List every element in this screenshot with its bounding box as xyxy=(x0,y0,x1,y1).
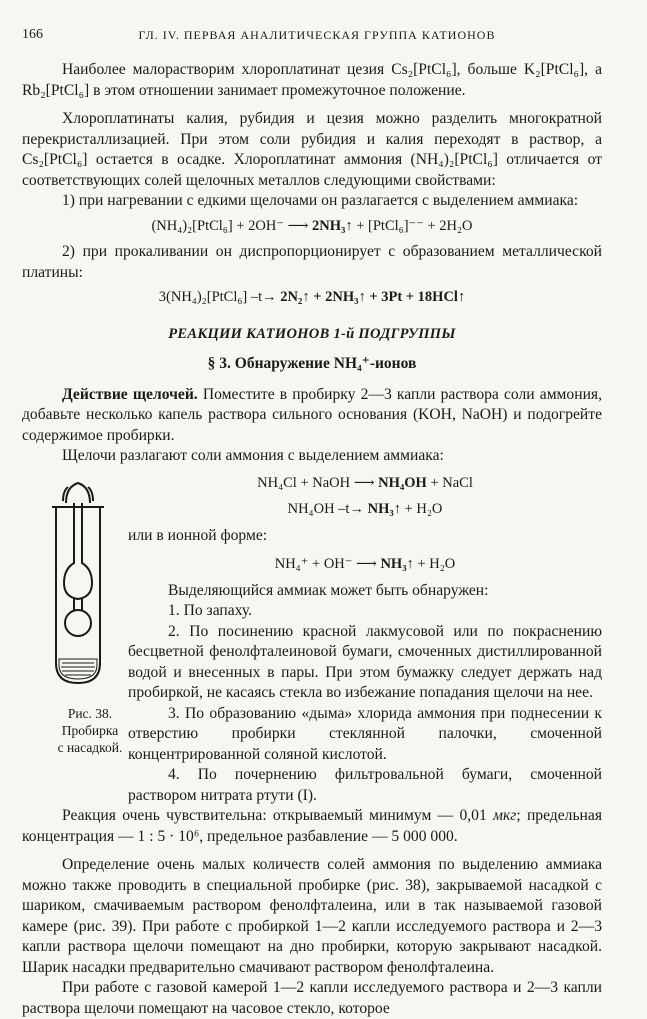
caption-line: с насадкой. xyxy=(57,739,123,755)
equation-product: NH₃↑ xyxy=(380,556,414,572)
equation-product: NH₄OH xyxy=(378,474,427,491)
paragraph: 1) при нагревании с едкими щелочами он разлагается с выделением аммиака: xyxy=(62,192,579,209)
equation-product: 2N₂↑ + 2NH₃↑ + 3Pt + 18HCl↑ xyxy=(280,289,466,305)
paragraph-heading: § 3. Обнаружение NH₄⁺-ионов xyxy=(207,355,417,372)
section-heading: РЕАКЦИИ КАТИОНОВ 1-й ПОДГРУППЫ xyxy=(168,325,456,342)
equation-part: 3(NH₄)₂[PtCl₆] –t→ xyxy=(158,289,281,305)
list-item: 2. По посинению красной лакмусовой или по покраснению бесцветной фенолфталеиновой бумаги, смоченных дистиллированной водой и внесенных в пары. При этом бумажку следует держать над пробиркой, не касаясь стекла во избежание попадания щелочи на нее. xyxy=(128,622,602,701)
paragraph: Определение очень малых количеств солей аммония по выделению аммиака можно также проводить в специальной пробирке (рис. 38), закрываемой насадкой с шариком, смачиваемым раствором фенолфталеина, или в так называемой газовой камере (рис. 39). При работе с пробиркой 1—2 капли исследуемого раствора и 2—3 капли раствора щелочи помещают на дно пробирки, которую закрывают насадкой. Шарик насадки предварительно смачивают раствором фенолфталеина. xyxy=(22,856,602,976)
equation xyxy=(128,554,602,575)
paragraph xyxy=(22,806,602,847)
page-number: 166 xyxy=(22,27,43,42)
equation-part: (NH₄)₂[PtCl₆] + 2OH⁻ ⟶ xyxy=(151,217,312,234)
running-title: ГЛ. IV. ПЕРВАЯ АНАЛИТИЧЕСКАЯ ГРУППА КАТИОНОВ xyxy=(138,28,496,42)
equation xyxy=(22,216,602,237)
equation xyxy=(128,473,602,494)
equation-part: NH₄⁺ + OH⁻ ⟶ xyxy=(274,556,381,572)
equation xyxy=(128,499,602,520)
equation-part: NH₄OH –t→ xyxy=(287,501,368,517)
equation-product: 2NH₃↑ xyxy=(312,217,353,234)
equation-part: NH₄Cl + NaOH ⟶ xyxy=(257,474,379,491)
caption-line: Пробирка xyxy=(61,722,119,738)
paragraph: Хлороплатинаты калия, рубидия и цезия можно разделить многократной перекристаллизацией. При этом соли рубидия и калия переходят в раствор, а Cs₂[PtCl₆] остается в осадке. Хлороплатинат аммония (NH₄)₂[PtCl₆] отличается от соответствующих солей щелочных металлов следующими свойствами: xyxy=(22,110,602,189)
unit-text: мкг xyxy=(493,807,517,824)
equation xyxy=(22,287,602,308)
list-item: 3. По образованию «дыма» хлорида аммония при поднесении к отверстию пробирки стеклянной палочки, смоченной концентрированной соляной кислотой. xyxy=(128,704,602,763)
figure-side-text xyxy=(128,473,602,807)
paragraph: или в ионной форме: xyxy=(128,526,268,544)
page-body xyxy=(22,60,602,1019)
equation-part: + NaCl xyxy=(426,474,473,491)
equation-part: + H₂O xyxy=(413,556,456,572)
paragraph xyxy=(22,385,602,447)
equation-product: NH₃↑ xyxy=(367,501,401,517)
paragraph-text: Реакция очень чувствительна: открываемый минимум — 0,01 xyxy=(62,807,494,824)
list-item: 4. По почернению фильтровальной бумаги, смоченной раствором нитрата ртути (I). xyxy=(128,766,602,804)
paragraph-text: Поместите в пробирку 2—3 капли раствора соли аммония, добавьте несколько капель раствора сильного основания (KOH, NaOH) и подогрейте содержимое пробирки. xyxy=(22,385,602,444)
figure-wrap-block xyxy=(22,473,602,807)
run-in-heading: Действие щелочей. xyxy=(62,385,198,403)
caption-line: Рис. 38. xyxy=(67,705,113,721)
paragraph-text: ; предельная концентрация — 1 : 5 · 10⁶, предельное разбавление — 5 000 000. xyxy=(22,807,602,845)
paragraph: При работе с газовой камерой 1—2 капли исследуемого раствора и 2—3 капли раствора щелочи помещают на часовое стекло, которое xyxy=(22,979,602,1017)
paragraph: Наиболее малорастворим хлороплатинат цезия Cs₂[PtCl₆], больше K₂[PtCl₆], а Rb₂[PtCl₆] в этом отношении занимает промежуточное положение. xyxy=(22,61,602,99)
equation-part: + [PtCl₆]⁻⁻ + 2H₂O xyxy=(352,217,473,234)
page-header xyxy=(22,25,612,45)
paragraph: 2) при прокаливании он диспропорционирует с образованием металлической платины: xyxy=(22,243,602,281)
paragraph: Выделяющийся аммиак может быть обнаружен: xyxy=(168,581,489,599)
test-tube-with-nozzle-icon xyxy=(22,473,132,698)
list-item: 1. По запаху. xyxy=(168,602,253,619)
figure-caption xyxy=(40,705,140,756)
equation-part: + H₂O xyxy=(400,501,443,517)
paragraph: Щелочи разлагают соли аммония с выделением аммиака: xyxy=(62,447,444,464)
test-tube-figure xyxy=(22,473,132,705)
